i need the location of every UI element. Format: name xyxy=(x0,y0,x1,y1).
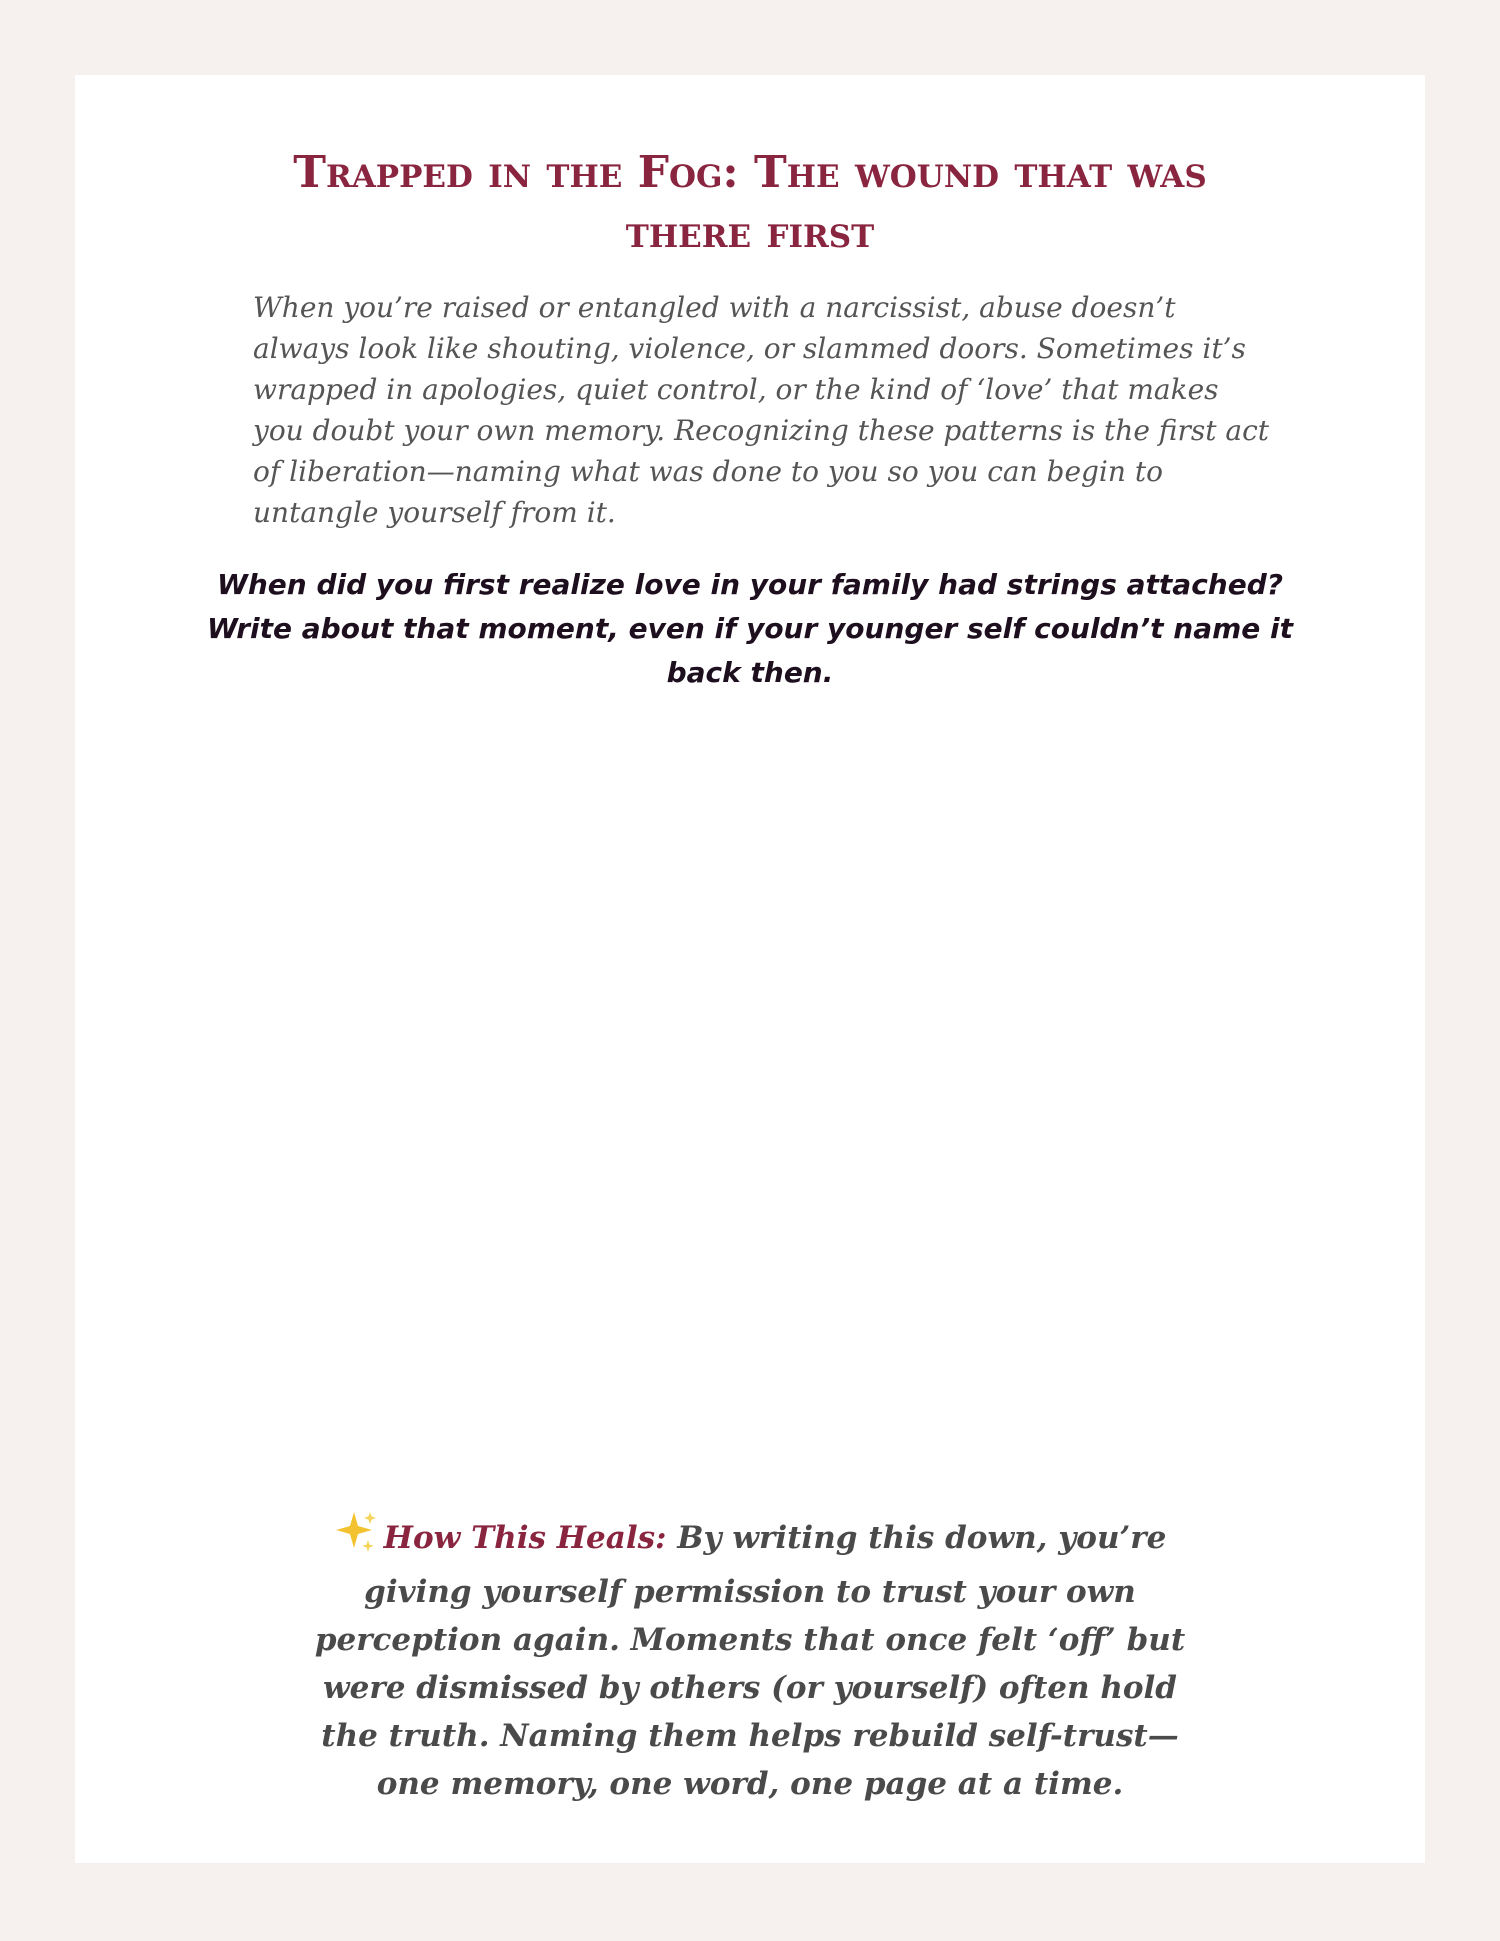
how-this-heals-body: By writing this down, you’re giving yourself permission to trust your own perception again. Moments that once felt ‘off’ but were dismissed by others (or yourself) often hold the truth. Naming them helps rebuild self-trust—one memory, one word, one page at a time. xyxy=(314,1520,1186,1802)
intro-paragraph: When you’re raised or entangled with a narcissist, abuse doesn’t always look like shouting, violence, or slammed doors. Sometimes it’s wrapped in apologies, quiet control, or the kind of ‘love’ that makes you doubt your own memory. Recognizing these patterns is the first act of liberation—naming what was done to you so you can begin to untangle yourself from it. xyxy=(253,291,1269,529)
writing-space[interactable] xyxy=(150,675,1350,1535)
how-this-heals xyxy=(295,1510,1205,1808)
journal-page xyxy=(75,75,1425,1863)
page-title: Trapped in the Fog: The wound that was there first xyxy=(293,147,1207,258)
journal-prompt: When did you first realize love in your family had strings attached? Write about that moment, even if your younger self couldn’t name it back then. xyxy=(206,568,1294,689)
sparkles-icon xyxy=(334,1510,378,1568)
how-this-heals-label: How This Heals: xyxy=(383,1520,667,1556)
